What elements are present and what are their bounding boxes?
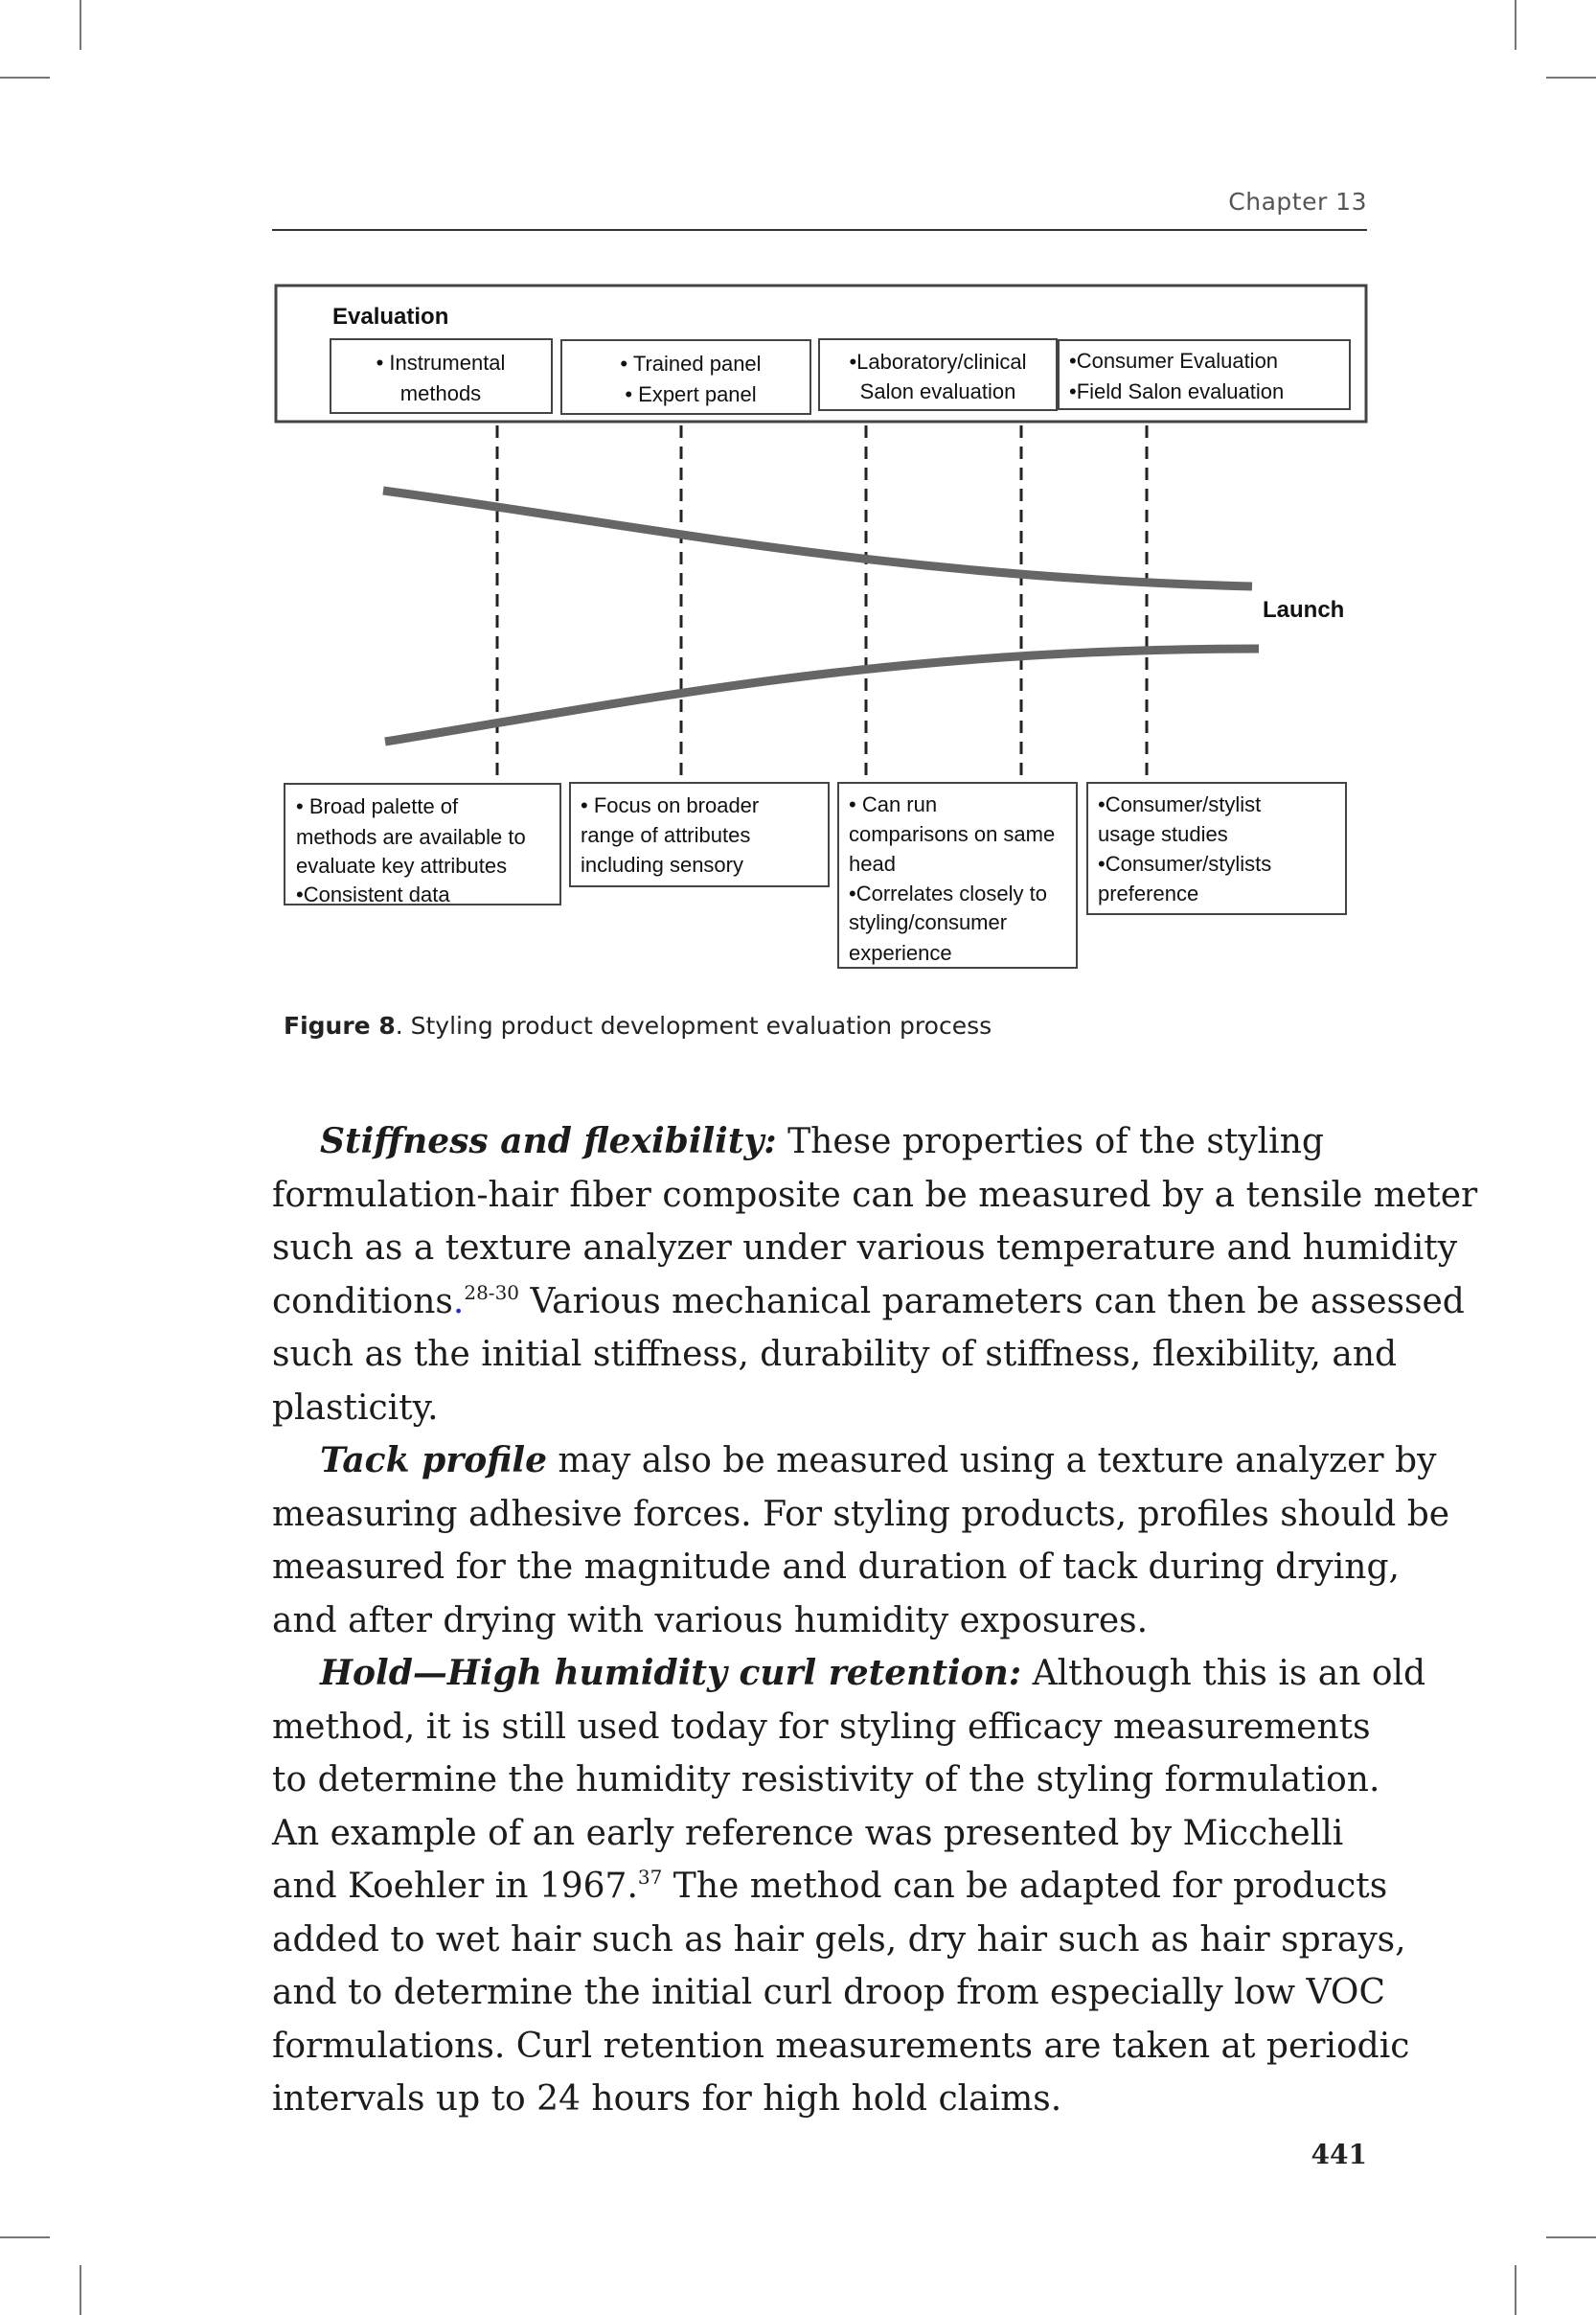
top-box-instrumental <box>331 339 552 413</box>
term-tack-profile: Tack profile <box>320 1440 547 1480</box>
bottom-box-line: head <box>849 852 896 876</box>
bottom-box-line: preference <box>1098 882 1199 905</box>
paragraph-line <box>272 1275 1465 1329</box>
bottom-box-line: •Consumer/stylists <box>1098 852 1272 876</box>
bottom-box-line: experience <box>849 941 952 965</box>
bottom-box-line: methods are available to <box>296 825 526 849</box>
crop-mark <box>1546 77 1596 79</box>
page-number: 441 <box>1311 2139 1367 2170</box>
bottom-box-line: •Consistent data <box>296 882 450 906</box>
citation-superscript: 28-30 <box>464 1280 520 1304</box>
crop-mark <box>0 77 50 79</box>
paragraph-line <box>272 1434 1437 1488</box>
paragraph-line: and to determine the initial curl droop from especially low VOC <box>272 1973 1385 2012</box>
paragraph-line <box>272 1647 1426 1701</box>
paragraph-line: measured for the magnitude and duration of tack during drying, <box>272 1547 1400 1587</box>
paragraph-line: to determine the humidity resistivity of the styling formulation. <box>272 1760 1380 1799</box>
paragraph-line: added to wet hair such as hair gels, dry hair such as hair sprays, <box>272 1919 1406 1960</box>
launch-label: Launch <box>1263 597 1345 623</box>
crop-mark <box>1515 2265 1516 2315</box>
text-run: These properties of the styling <box>776 1122 1324 1161</box>
text-run: may also be measured using a texture analyzer by <box>546 1441 1437 1480</box>
running-head: Chapter 13 <box>1228 188 1367 216</box>
bottom-box-line: •Consumer/stylist <box>1098 792 1262 816</box>
evaluation-header-title: Evaluation <box>332 304 449 330</box>
top-box-line: • Instrumental <box>376 351 506 375</box>
bottom-box-line: styling/consumer <box>849 910 1008 934</box>
evaluation-process-diagram <box>270 280 1372 989</box>
paragraph-line <box>272 1115 1374 1169</box>
crop-mark <box>1546 2236 1596 2238</box>
text-run: conditions <box>272 1281 453 1321</box>
bottom-box-instrumental <box>285 784 560 906</box>
figure-caption-label: Figure 8 <box>284 1012 396 1040</box>
text-run: Although this is an old <box>1021 1654 1426 1693</box>
top-box-panels <box>561 340 810 414</box>
figure-caption-text: . Styling product development evaluation process <box>395 1012 992 1040</box>
paragraph-line: formulation-hair fiber composite can be measured by a tensile meter <box>272 1175 1478 1215</box>
funnel-lower-curve <box>385 649 1259 742</box>
bottom-box-consumer <box>1087 783 1346 914</box>
bottom-box-line: •Correlates closely to <box>849 882 1048 905</box>
bottom-box-line: range of attributes <box>581 823 751 847</box>
bottom-box-line: • Focus on broader <box>581 793 760 817</box>
top-box-line: • Trained panel <box>620 352 762 376</box>
body-text <box>272 1115 1478 2126</box>
citation-superscript: 37 <box>637 1866 663 1889</box>
bottom-box-line: • Broad palette of <box>296 794 459 818</box>
paragraph-line: measuring adhesive forces. For styling products, profiles should be <box>272 1494 1450 1534</box>
top-box-laboratory <box>819 339 1057 410</box>
bottom-box-laboratory <box>838 783 1077 968</box>
paragraph-line: An example of an early reference was presented by Micchelli <box>272 1813 1344 1853</box>
text-run: and Koehler in 1967. <box>272 1867 638 1906</box>
paragraph-line: intervals up to 24 hours for high hold claims. <box>272 2079 1062 2119</box>
paragraph-line: plasticity. <box>272 1387 439 1428</box>
crop-mark <box>80 2265 81 2315</box>
funnel-upper-curve <box>383 491 1252 586</box>
text-run: The method can be adapted for products <box>662 1867 1388 1906</box>
text-run: Various mechanical parameters can then be assessed <box>519 1281 1465 1321</box>
crop-mark <box>1515 0 1516 50</box>
top-box-line: methods <box>399 381 482 405</box>
bottom-box-line: evaluate key attributes <box>296 854 508 878</box>
term-stiffness: Stiffness and flexibility: <box>320 1121 777 1161</box>
figure-caption <box>284 1012 992 1040</box>
term-hold: Hold—High humidity curl retention: <box>320 1653 1022 1693</box>
bottom-box-panels <box>570 783 829 886</box>
paragraph-line: formulations. Curl retention measurements are taken at periodic <box>272 2026 1410 2066</box>
crop-mark <box>80 0 81 50</box>
paragraph-line: such as a texture analyzer under various temperature and humidity <box>272 1228 1458 1268</box>
bottom-box-line: including sensory <box>581 853 743 877</box>
top-box-line: • Expert panel <box>625 382 757 406</box>
paragraph-line: such as the initial stiffness, durability of stiffness, flexibility, and <box>272 1335 1398 1374</box>
bottom-box-line: • Can run <box>849 792 938 816</box>
citation-link[interactable]: . <box>452 1281 465 1321</box>
header-rule <box>272 229 1367 231</box>
bottom-box-line: comparisons on same <box>849 822 1056 846</box>
paragraph-line <box>272 1860 1388 1914</box>
crop-mark <box>0 2236 50 2238</box>
top-box-line: •Laboratory/clinical <box>849 350 1027 374</box>
paragraph-line: method, it is still used today for styling efficacy measurements <box>272 1707 1371 1747</box>
top-box-line: •Consumer Evaluation <box>1069 349 1279 373</box>
top-box-line: •Field Salon evaluation <box>1069 379 1285 403</box>
paragraph-line: and after drying with various humidity exposures. <box>272 1600 1149 1640</box>
bottom-box-line: usage studies <box>1098 822 1228 846</box>
top-box-consumer <box>1059 340 1350 409</box>
top-box-line: Salon evaluation <box>859 379 1016 403</box>
